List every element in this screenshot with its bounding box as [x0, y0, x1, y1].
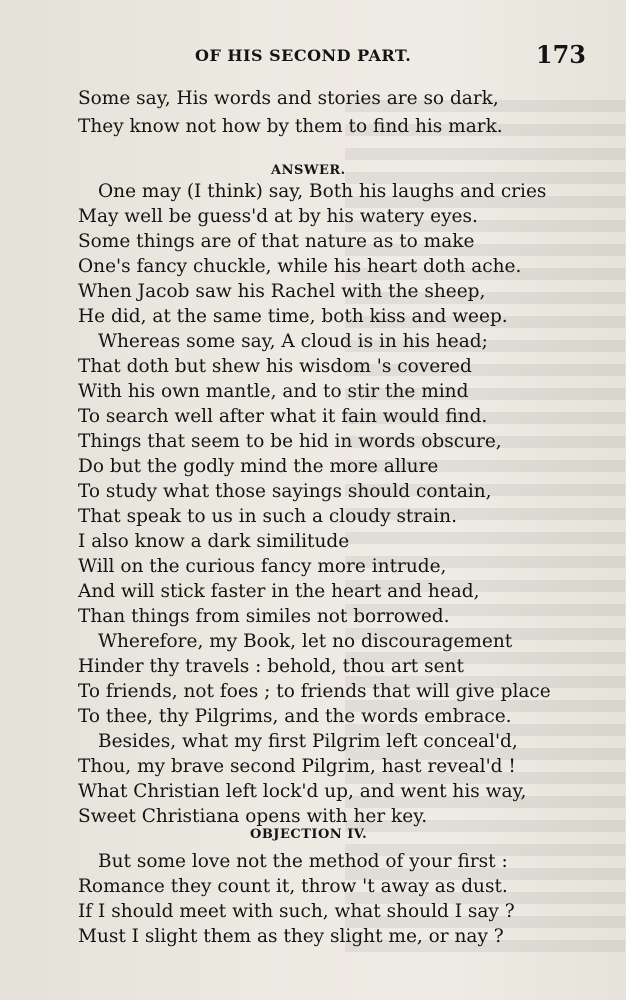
bleed-through-shadow: [345, 100, 625, 960]
text-line: Thou, my brave second Pilgrim, hast reveal'd !: [78, 756, 516, 777]
text-line: If I should meet with such, what should I say ?: [78, 901, 515, 922]
text-line: Some things are of that nature as to make: [78, 231, 475, 252]
text-line: I also know a dark similitude: [78, 531, 350, 552]
text-line: Will on the curious fancy more intrude,: [78, 556, 447, 577]
text-line: Than things from similes not borrowed.: [78, 606, 450, 627]
text-line: Wherefore, my Book, let no discouragement: [98, 631, 513, 652]
text-line: That speak to us in such a cloudy strain.: [78, 506, 457, 527]
text-line: Things that seem to be hid in words obscure,: [78, 431, 502, 452]
text-line: With his own mantle, and to stir the mind: [78, 381, 469, 402]
text-line: May well be guess'd at by his watery eyes.: [78, 206, 478, 227]
text-line: And will stick faster in the heart and head,: [78, 581, 480, 602]
section-heading-answer: ANSWER.: [271, 163, 346, 178]
text-line: Hinder thy travels : behold, thou art sent: [78, 656, 464, 677]
text-line: To friends, not foes ; to friends that will give place: [78, 681, 551, 702]
text-line: Some say, His words and stories are so dark,: [78, 88, 499, 109]
text-line: That doth but shew his wisdom 's covered: [78, 356, 472, 377]
page-header: [0, 40, 626, 70]
text-line: To search well after what it fain would find.: [78, 406, 488, 427]
running-title: OF HIS SECOND PART.: [195, 46, 412, 65]
text-line: Romance they count it, throw 't away as dust.: [78, 876, 508, 897]
page-number: 173: [535, 40, 586, 69]
text-line: What Christian left lock'd up, and went his way,: [78, 781, 527, 802]
text-line: He did, at the same time, both kiss and weep.: [78, 306, 508, 327]
text-line: But some love not the method of your first :: [98, 851, 508, 872]
text-line: Whereas some say, A cloud is in his head;: [98, 331, 488, 352]
text-line: To thee, thy Pilgrims, and the words embrace.: [78, 706, 512, 727]
text-line: Besides, what my first Pilgrim left conceal'd,: [98, 731, 518, 752]
text-line: Sweet Christiana opens with her key.: [78, 806, 428, 827]
text-line: They know not how by them to find his mark.: [78, 116, 503, 137]
text-line: To study what those sayings should contain,: [78, 481, 492, 502]
text-line: When Jacob saw his Rachel with the sheep,: [78, 281, 486, 302]
text-line: Must I slight them as they slight me, or nay ?: [78, 926, 504, 947]
section-heading-objection-iv: OBJECTION IV.: [250, 827, 368, 842]
text-line: Do but the godly mind the more allure: [78, 456, 439, 477]
text-line: One may (I think) say, Both his laughs and cries: [98, 181, 547, 202]
text-line: One's fancy chuckle, while his heart doth ache.: [78, 256, 522, 277]
